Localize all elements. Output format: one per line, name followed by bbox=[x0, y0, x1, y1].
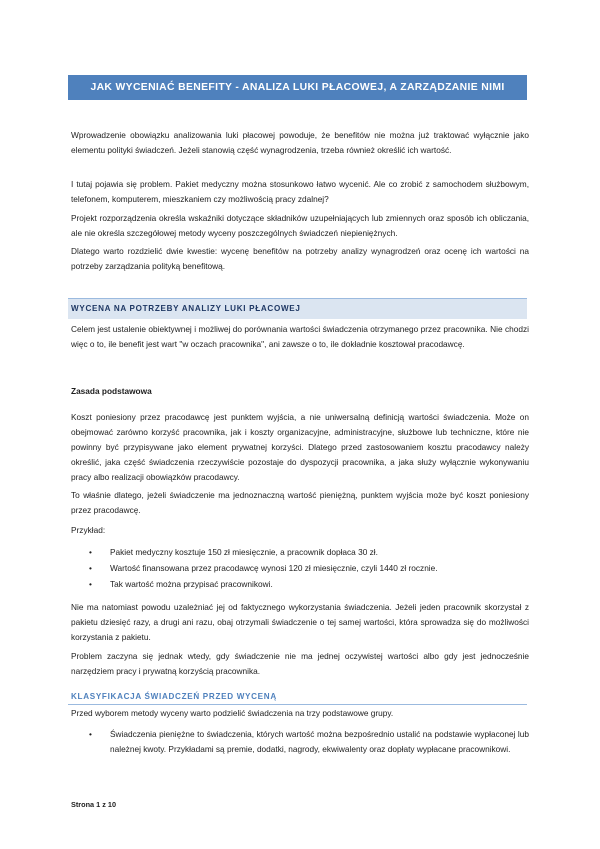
intro-paragraph-2: I tutaj pojawia się problem. Pakiet medyczny można stosunkowo łatwo wycenić. Ale co zrobić z samochodem służbowym, telefonem, komputerem, mieszkaniem czy możliwością pracy zdalnej? bbox=[71, 179, 529, 204]
bullet-icon: • bbox=[89, 579, 92, 589]
problem-paragraph: Problem zaczyna się jednak wtedy, gdy świadczenie nie ma jednej oczywistej wartości albo gdy jest jednocześnie narzędziem pracy i prywatną korzyścią pracownika. bbox=[71, 651, 529, 676]
bullet-icon: • bbox=[89, 729, 92, 739]
subheading: Zasada podstawowa bbox=[71, 386, 152, 396]
bullet-icon: • bbox=[89, 563, 92, 573]
usage-paragraph: Nie ma natomiast powodu uzależniać jej od faktycznego wykorzystania świadczenia. Jeżeli jeden pracownik skorzystał z pakietu dziesięć razy, a drugi ani razu, obaj otrzymali świadczenie o tej samej wartości, która sprowadza się do możliwości korzystania z pakietu. bbox=[71, 602, 529, 642]
intro-paragraph-1: Wprowadzenie obowiązku analizowania luki płacowej powoduje, że benefitów nie można już traktować wyłącznie jako elementu polityki świadczeń. Jeżeli stanowią część wynagrodzenia, trzeba również określić ich wartość. bbox=[71, 130, 529, 155]
classification-heading: KLASYFIKACJA ŚWIADCZEŃ PRZED WYCENĄ bbox=[71, 692, 277, 701]
section-lead-paragraph: Celem jest ustalenie obiektywnej i możliwej do porównania wartości świadczenia otrzymanego przez pracownika. Nie chodzi więc o to, ile benefit jest wart "w oczach pracownika", ani zawsze o to, ile dokładnie kosztował pracodawcę. bbox=[71, 324, 529, 349]
principle-paragraph: Koszt poniesiony przez pracodawcę jest punktem wyjścia, a nie uniwersalną definicją wartości świadczenia. Może on obejmować zarówno korzyść pracownika, jak i koszty organizacyjne, administracyjne, służbowe lub techniczne, które nie powinny być przypisywane jako element prywatnej korzyści. Dlatego przed zastosowaniem kosztu pracodawcy należy określić, jaka część świadczenia rzeczywiście pozostaje do dyspozycji pracownika, a jaka służy wyłącznie wykonywaniu pracy albo realizacji obowiązków pracodawcy. bbox=[71, 412, 529, 482]
page-number: Strona 1 z 10 bbox=[71, 800, 117, 809]
list-item-text: Świadczenia pieniężne to świadczenia, których wartość można bezpośrednio ustalić na podstawie wypłaconej lub należnej kwoty. Przykładami są premie, dodatki, nagrody, ekwiwalenty oraz dopłaty wypłacane pracownikowi. bbox=[110, 729, 529, 754]
example-label: Przykład: bbox=[71, 525, 106, 535]
intro-paragraph-3: Projekt rozporządzenia określa wskaźniki dotyczące składników uzupełniających lub zmiennych oraz sposób ich obliczania, ale nie określa szczegółowej metody wyceny poszczególnych świadczeń niepieniężnych. bbox=[71, 213, 529, 238]
principle-paragraph-2: To właśnie dlatego, jeżeli świadczenie ma jednoznaczną wartość pieniężną, punktem wyjścia może być koszt poniesiony przez pracodawcę. bbox=[71, 490, 529, 515]
list-item-text: Wartość finansowana przez pracodawcę wynosi 120 zł miesięcznie, czyli 1440 zł rocznie. bbox=[110, 563, 438, 573]
section-heading: WYCENA NA POTRZEBY ANALIZY LUKI PŁACOWEJ bbox=[71, 304, 301, 313]
section-heading-band bbox=[68, 298, 527, 319]
bullet-icon: • bbox=[89, 547, 92, 557]
list-item-text: Pakiet medyczny kosztuje 150 zł miesięcznie, a pracownik dopłaca 30 zł. bbox=[110, 547, 378, 557]
intro-paragraph-4: Dlatego warto rozdzielić dwie kwestie: wycenę benefitów na potrzeby analizy wynagrodzeń oraz ocenę ich wartości na potrzeby zarządzania polityką benefitową. bbox=[71, 246, 529, 271]
classification-heading-band bbox=[68, 690, 527, 705]
classification-lead: Przed wyborem metody wyceny warto podzielić świadczenia na trzy podstawowe grupy. bbox=[71, 708, 394, 718]
list-item-text: Tak wartość można przypisać pracownikowi. bbox=[110, 579, 273, 589]
document-title: JAK WYCENIAĆ BENEFITY - ANALIZA LUKI PŁACOWEJ, A ZARZĄDZANIE NIMI bbox=[68, 75, 527, 100]
